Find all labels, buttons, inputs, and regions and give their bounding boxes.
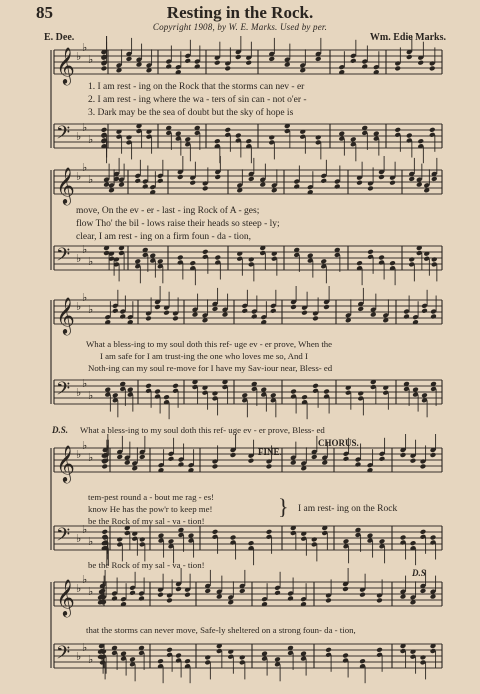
flat-icon: ♭ [82,439,88,452]
system2-verse1: move, On the ev - er - last - ing Rock of A - ges; [76,206,260,216]
system5-verse1: tem-pest round a - bout me rag - es! [88,492,215,502]
flat-icon: ♭ [88,53,94,66]
flat-icon: ♭ [82,243,88,256]
flat-icon: ♭ [88,389,94,402]
bass-clef-icon: 𝄢 [56,379,71,404]
bass-clef-icon: 𝄢 [56,123,71,148]
system1-verse1: 1. I am rest - ing on the Rock that the storms can nev - er [88,82,305,92]
flat-icon: ♭ [76,386,82,399]
flat-icon: ♭ [88,303,94,316]
chorus-mark: CHORUS. [318,438,359,448]
system3-verse2: I am safe for I am trust-ing the one who loves me so, And I [100,351,308,361]
treble-clef-icon: 𝄞 [56,296,75,334]
treble-clef-icon: 𝄞 [56,578,75,616]
flat-icon: ♭ [76,582,82,595]
treble-clef-icon: 𝄞 [56,444,75,482]
copyright-line: Copyright 1908, by W. E. Marks. Used by per. [152,22,328,32]
system3-verse3: Noth-ing can my soul re-move for I have my Sav-iour near, Bless- ed [88,363,333,373]
treble-clef-icon: 𝄞 [56,46,75,84]
system6-lyrics: that the storms can never move, Safe-ly sheltered on a strong foun- da - tion, [86,625,356,635]
fine-mark: FINE. [258,447,282,457]
system4-ds-lyrics: What a bless-ing to my soul doth this ref- uge ev - er prove, Bless- ed [80,425,325,435]
ds-label: D.S. [52,425,69,435]
system5-bass-lyric: be the Rock of my sal - va - tion! [88,560,205,570]
flat-icon: ♭ [76,300,82,313]
system3-verse1: What a bless-ing to my soul doth this ref- uge ev - er prove, When the [86,339,333,349]
flat-icon: ♭ [88,133,94,146]
flat-icon: ♭ [88,585,94,598]
flat-icon: ♭ [82,161,88,174]
system1-verse3: 3. Dark may be the sea of doubt but the sky of hope is [88,108,294,118]
bass-clef-icon: 𝄢 [56,525,71,550]
verse-brace: } [278,494,289,519]
flat-icon: ♭ [88,451,94,464]
flat-icon: ♭ [76,650,82,663]
flat-icon: ♭ [76,252,82,265]
flat-icon: ♭ [88,173,94,186]
flat-icon: ♭ [88,535,94,548]
flat-icon: ♭ [82,641,88,654]
flat-icon: ♭ [76,130,82,143]
flat-icon: ♭ [82,121,88,134]
flat-icon: ♭ [76,532,82,545]
system2-verse2: flow Tho' the bil - lows raise their heads so steep - ly; [76,219,280,229]
bass-clef-icon: 𝄢 [56,643,71,668]
flat-icon: ♭ [76,448,82,461]
flat-icon: ♭ [82,291,88,304]
bass-clef-icon: 𝄢 [56,245,71,270]
system2-verse3: clear, I am rest - ing on a firm foun - da - tion, [76,232,252,242]
flat-icon: ♭ [88,255,94,268]
flat-icon: ♭ [82,41,88,54]
hymn-number: 85 [36,3,53,22]
ds-mark: D.S [412,568,426,578]
flat-icon: ♭ [82,377,88,390]
flat-icon: ♭ [82,523,88,536]
system1-verse2: 2. I am rest - ing where the wa - ters of sin can - not o'er - [88,95,307,105]
words-author: Wm. Edie Marks. [369,32,446,43]
system5-verse3: be the Rock of my sal - va - tion! [88,516,205,526]
flat-icon: ♭ [76,170,82,183]
treble-clef-icon: 𝄞 [56,166,75,204]
system5-verse2: know He has the pow'r to keep me! [88,504,213,514]
chorus-lyric: I am rest- ing on the Rock [298,504,398,514]
flat-icon: ♭ [88,653,94,666]
flat-icon: ♭ [82,573,88,586]
tune-composer: E. Dee. [44,32,75,43]
hymn-title: Resting in the Rock. [166,3,314,22]
flat-icon: ♭ [76,50,82,63]
